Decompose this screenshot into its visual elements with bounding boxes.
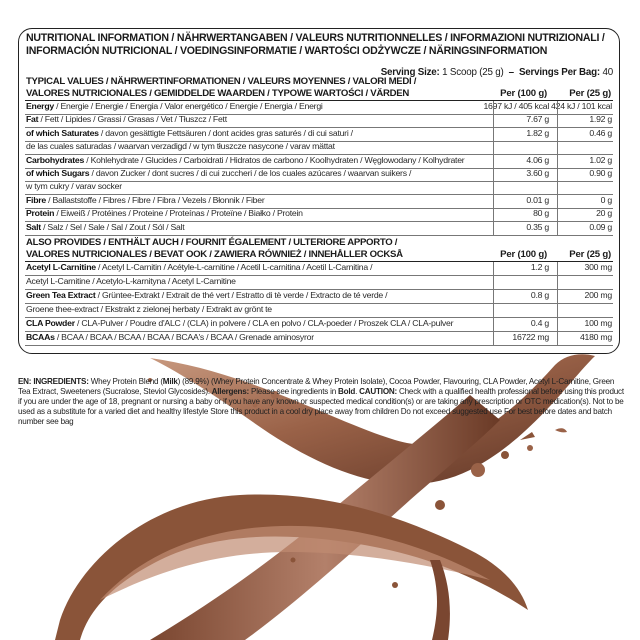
value-per-100g: 7.67 g — [526, 114, 549, 125]
ingredients-text-part-2: ) (89.9%) (Whey Protein Concentrate & Whey Protein Isolate), Cocoa Powder, Flavouring, CLA Powder, Acetyl L-Carnitine, Green Tea Extract, Sweeteners (Sucralose, Steviol Glycosides). — [18, 377, 615, 396]
value-per-25g: 20 g — [596, 208, 612, 219]
value-per-25g: 0.90 g — [589, 168, 612, 178]
row-label — [26, 262, 372, 274]
column-divider — [557, 262, 558, 345]
row-label — [26, 304, 272, 316]
ingredients-label: INGREDIENTS: — [33, 377, 89, 386]
col-header-per-100g: Per (100 g) — [500, 88, 547, 99]
row-label-translations: de las cuales saturadas / waarvan verzadigd / w tym tłuszcze nasycone / varav mättat — [26, 141, 335, 152]
value-per-25g: 0.09 g — [589, 221, 612, 232]
value-per-25g: 4180 mg — [579, 331, 612, 342]
value-per-100g: 0.01 g — [526, 194, 549, 205]
row-label-translations: / davon Zucker / dont sucres / di cui zuccheri / de los cuales azúcares / waarvan suikers / — [89, 168, 412, 178]
value-per-100g: 0.35 g — [526, 221, 549, 232]
row-label — [26, 276, 236, 288]
value-per-25g: 100 mg — [584, 317, 612, 328]
table-top-rule — [25, 100, 613, 101]
also-col-header-per-100g: Per (100 g) — [500, 249, 547, 260]
ingredients-text-part-1: Whey Protein Blend ( — [88, 377, 163, 386]
servings-per-bag-label: Servings Per Bag: — [518, 67, 600, 78]
column-divider — [557, 101, 558, 235]
row-label — [26, 208, 303, 220]
value-per-100g: 1697 kJ / 405 kcal — [483, 101, 549, 111]
also-provides-heading — [26, 237, 403, 261]
row-label — [26, 141, 335, 153]
column-divider — [493, 262, 494, 345]
row-label-translations: / Kohlehydrate / Glucides / Carboidrati / Hidratos de carbono / Koolhydraten / Węglowodany / Kolhydrater — [84, 154, 465, 165]
serving-dash: – — [508, 67, 514, 78]
row-label-bold: Green Tea Extract — [26, 289, 96, 300]
row-label — [26, 101, 323, 113]
row-label-translations: / davon gesättigte Fettsäuren / dont acides gras saturés / di cui saturi / — [98, 127, 353, 138]
allergen-milk: Milk — [162, 377, 178, 386]
value-per-25g: 0.46 g — [589, 127, 612, 138]
value-per-100g: 1.2 g — [530, 262, 549, 272]
value-per-100g: 4.06 g — [526, 154, 549, 165]
row-label-translations: / Acetyl L-Carnitin / Acétyle-L-carnitine / Acetil L-carnitina / Acetil L-Carnitina / — [95, 262, 373, 272]
heading-line-1: NUTRITIONAL INFORMATION / NÄHRWERTANGABEN / VALEURS NUTRITIONNELLES / INFORMAZIONI NUTRIZIONALI / — [26, 32, 605, 44]
also-col-header-per-25g: Per (25 g) — [569, 249, 611, 260]
value-per-100g: 3.60 g — [526, 168, 549, 178]
allergens-text: Please see ingredients in — [249, 387, 339, 396]
row-label-bold: Salt — [26, 221, 41, 232]
value-per-25g: 200 mg — [584, 289, 612, 300]
row-label — [26, 290, 387, 302]
caution-text: Check with a qualified health professional before using this product if you are under the age of 18, pregnant or nursing a baby or if you have any known or suspected medical condition(s) or are taking any prescription or OTC medication(s). Not to be used as a substitute for a varied diet and healthy lifestyle Store this product in a cool dry place away from children Do not exceed suggested use For best before dates and batch number see bag — [18, 387, 624, 426]
row-label-bold: CLA Powder — [26, 317, 75, 328]
row-label-bold: Energy — [26, 101, 54, 111]
also-line-2: VALORES NUTRICIONALES / BEVAT OOK / ZAWIERA RÓWNIEŻ / INNEHÅLLER OCKSÅ — [26, 249, 403, 260]
row-label-translations: / CLA-Pulver / Poudre d'ALC / (CLA) in polvere / CLA en polvo / CLA-poeder / Proszek CLA / CLA-pulver — [74, 317, 454, 328]
row-label — [26, 195, 264, 207]
value-per-100g: 0.4 g — [530, 317, 549, 328]
table-top-rule — [25, 261, 613, 262]
column-divider — [493, 101, 494, 235]
row-divider — [25, 235, 613, 236]
value-per-25g: 1.92 g — [589, 114, 612, 125]
row-label — [26, 332, 314, 344]
value-per-100g: 16722 mg — [512, 331, 549, 342]
row-label-translations: Acetyl L-Carnitine / Acetylo-L-karnityna / Acetyl L-Carnitine — [26, 275, 236, 286]
row-label — [26, 318, 453, 330]
language-code: EN: — [18, 377, 32, 386]
nutrition-facts-panel — [18, 28, 620, 354]
row-label — [26, 181, 122, 193]
row-label-translations: / Eiweiß / Protéines / Proteine / Proteínas / Proteïne / Białko / Protein — [54, 208, 303, 219]
row-label-translations: / Ballaststoffe / Fibres / Fibre / Fibra / Vezels / Błonnik / Fiber — [46, 194, 265, 205]
row-label-bold: Acetyl L-Carnitine — [26, 262, 96, 272]
also-line-1: ALSO PROVIDES / ENTHÄLT AUCH / FOURNIT ÉGALEMENT / ULTERIORE APPORTO / — [26, 237, 398, 248]
row-label-bold: of which Sugars — [26, 168, 90, 178]
row-label — [26, 128, 353, 140]
typical-line-2: VALORES NUTRICIONALES / GEMIDDELDE WAARDEN / TYPOWE WARTOŚCI / VÄRDEN — [26, 88, 409, 99]
row-label-bold: of which Saturates — [26, 127, 99, 138]
serving-size-label: Serving Size: — [380, 67, 440, 78]
serving-size-value: 1 Scoop (25 g) — [442, 67, 504, 78]
heading-line-2: INFORMACIÓN NUTRICIONAL / VOEDINGSINFORMATIE / WARTOŚCI ODŻYWCZE / NÄRINGSINFORMATION — [26, 45, 548, 57]
row-label — [26, 222, 184, 234]
row-label — [26, 168, 411, 180]
allergens-label: Allergens: — [209, 387, 250, 396]
row-label-bold: Carbohydrates — [26, 154, 85, 165]
servings-per-bag-value: 40 — [602, 67, 613, 78]
row-label-translations: / Grüntee-Extrakt / Extrait de thé vert / Estratto di tè verde / Extracto de té verde / — [95, 289, 388, 300]
value-per-100g: 80 g — [533, 208, 549, 219]
value-per-100g: 0.8 g — [530, 289, 549, 300]
row-label-translations: / BCAA / BCAA / BCAA / BCAA / BCAA's / BCAA / Grenade aminosyror — [54, 331, 314, 342]
typical-line-1: TYPICAL VALUES / NÄHRWERTINFORMATIONEN / VALEURS MOYENNES / VALORI MEDI / — [26, 76, 417, 87]
panel-heading — [26, 32, 605, 58]
value-per-25g: 300 mg — [584, 262, 612, 272]
value-per-25g: 424 kJ / 101 kcal — [551, 101, 612, 111]
row-label-bold: Fat — [26, 114, 39, 125]
row-label-bold: Fibre — [26, 194, 46, 205]
row-label-translations: / Fett / Lipides / Grassi / Grasas / Vet / Tłuszcz / Fett — [38, 114, 227, 125]
row-label-bold: BCAAs — [26, 331, 55, 342]
caution-label: CAUTION: — [357, 387, 397, 396]
row-divider — [25, 345, 613, 346]
typical-values-heading — [26, 76, 416, 100]
row-label — [26, 155, 464, 167]
row-label-translations: w tym cukry / varav socker — [26, 181, 122, 192]
value-per-25g: 1.02 g — [589, 154, 612, 165]
row-label-translations: Groene thee-extract / Ekstrakt z zielonej herbaty / Extrakt av grönt te — [26, 303, 272, 314]
row-label-translations: / Energie / Energie / Energia / Valor energético / Energie / Energia / Energi — [53, 101, 323, 111]
value-per-25g: 0 g — [600, 194, 612, 205]
allergens-period: . — [355, 387, 358, 396]
row-label — [26, 114, 227, 126]
value-per-100g: 1.82 g — [526, 127, 549, 138]
allergens-bold-word: Bold — [338, 387, 356, 396]
row-label-translations: / Salz / Sel / Sale / Sal / Zout / Sól / Salt — [40, 221, 185, 232]
row-label-bold: Protein — [26, 208, 55, 219]
col-header-per-25g: Per (25 g) — [569, 88, 611, 99]
ingredients-text — [18, 377, 624, 427]
